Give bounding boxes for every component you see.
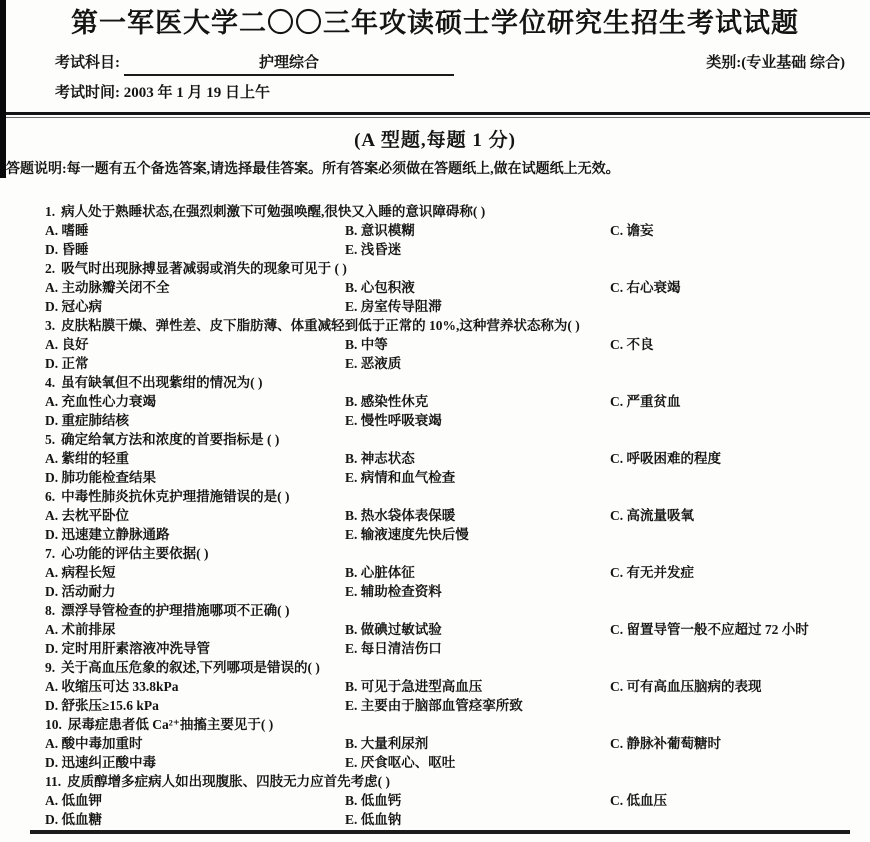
subject-value: 护理综合: [124, 52, 454, 76]
time-label: 考试时间:: [55, 85, 120, 101]
question-6: [45, 487, 858, 544]
option-b: B. 热水袋体表保暖: [345, 508, 456, 523]
question-number: 11.: [45, 774, 62, 789]
option-d: D. 昏睡: [45, 242, 89, 257]
options-row: [45, 278, 858, 297]
option-blank: [610, 297, 858, 316]
option-c: C. 谵妄: [610, 223, 654, 238]
option-blank: [610, 525, 858, 544]
options-row: [45, 563, 858, 582]
question-5: [45, 430, 858, 487]
question-9: [45, 658, 858, 715]
options-row: [45, 525, 858, 544]
question-number: 2.: [45, 261, 56, 276]
question-text: 尿毒症患者低 Ca²⁺抽搐主要见于( ): [67, 717, 274, 732]
footer-divider: [30, 830, 850, 834]
option-d: D. 舒张压≥15.6 kPa: [45, 698, 159, 713]
option-e: E. 低血钠: [345, 812, 402, 827]
option-blank: [610, 582, 858, 601]
question-stem: [45, 316, 858, 335]
options-row: [45, 810, 858, 829]
question-text: 皮质醇增多症病人如出现腹胀、四肢无力应首先考虑( ): [67, 774, 391, 789]
option-a: A. 低血钾: [45, 793, 102, 808]
options-row: [45, 335, 858, 354]
option-c: C. 留置导管一般不应超过 72 小时: [610, 622, 809, 637]
option-a: A. 收缩压可达 33.8kPa: [45, 679, 179, 694]
options-row: [45, 696, 858, 715]
question-text: 中毒性肺炎抗休克护理措施错误的是( ): [61, 489, 290, 504]
option-a: A. 充血性心力衰竭: [45, 394, 156, 409]
option-b: B. 大量利尿剂: [345, 736, 429, 751]
question-stem: [45, 772, 858, 791]
question-number: 6.: [45, 489, 56, 504]
options-row: [45, 506, 858, 525]
option-blank: [610, 354, 858, 373]
option-b: B. 心脏体征: [345, 565, 415, 580]
option-b: B. 可见于急进型高血压: [345, 679, 483, 694]
category: [706, 52, 845, 74]
option-b: B. 做碘过敏试验: [345, 622, 442, 637]
option-d: D. 冠心病: [45, 299, 102, 314]
options-row: [45, 354, 858, 373]
option-e: E. 房室传导阻滞: [345, 299, 442, 314]
question-8: [45, 601, 858, 658]
options-row: [45, 582, 858, 601]
time-value: 2003 年 1 月 19 日上午: [123, 85, 271, 101]
question-stem: [45, 601, 858, 620]
option-blank: [610, 639, 858, 658]
option-blank: [610, 810, 858, 829]
subject-label: 考试科目:: [55, 55, 120, 71]
option-a: A. 酸中毒加重时: [45, 736, 143, 751]
option-d: D. 正常: [45, 356, 89, 371]
option-a: A. 嗜睡: [45, 223, 89, 238]
options-row: [45, 392, 858, 411]
option-blank: [610, 411, 858, 430]
question-1: [45, 202, 858, 259]
option-e: E. 厌食呕心、呕吐: [345, 755, 456, 770]
time-row: [55, 82, 870, 104]
options-row: [45, 677, 858, 696]
question-number: 8.: [45, 603, 56, 618]
section-heading: (A 型题,每题 1 分): [354, 130, 516, 151]
options-row: [45, 734, 858, 753]
question-text: 心功能的评估主要依据( ): [61, 546, 209, 561]
options-row: [45, 449, 858, 468]
category-value: (专业基础 综合): [741, 55, 845, 71]
question-text: 漂浮导管检查的护理措施哪项不正确( ): [61, 603, 290, 618]
question-7: [45, 544, 858, 601]
option-e: E. 病情和血气检查: [345, 470, 456, 485]
option-a: A. 良好: [45, 337, 89, 352]
question-stem: [45, 658, 858, 677]
question-number: 4.: [45, 375, 56, 390]
option-c: C. 不良: [610, 337, 654, 352]
option-a: A. 术前排尿: [45, 622, 116, 637]
question-number: 9.: [45, 660, 56, 675]
options-row: [45, 791, 858, 810]
question-number: 5.: [45, 432, 56, 447]
category-label: 类别:: [706, 55, 742, 71]
question-stem: [45, 715, 858, 734]
question-2: [45, 259, 858, 316]
option-a: A. 紫绀的轻重: [45, 451, 129, 466]
question-stem: [45, 544, 858, 563]
question-number: 3.: [45, 318, 56, 333]
option-e: E. 辅助检查资料: [345, 584, 442, 599]
question-text: 病人处于熟睡状态,在强烈刺激下可勉强唤醒,很快又入睡的意识障碍称( ): [61, 204, 486, 219]
option-blank: [610, 696, 858, 715]
question-text: 皮肤粘膜干燥、弹性差、皮下脂肪薄、体重减轻到低于正常的 10%,这种营养状态称为( ): [61, 318, 580, 333]
question-4: [45, 373, 858, 430]
question-3: [45, 316, 858, 373]
option-b: B. 神志状态: [345, 451, 415, 466]
option-blank: [610, 240, 858, 259]
options-row: [45, 297, 858, 316]
option-c: C. 呼吸困难的程度: [610, 451, 721, 466]
options-row: [45, 221, 858, 240]
question-stem: [45, 259, 858, 278]
option-e: E. 恶液质: [345, 356, 402, 371]
option-c: C. 严重贫血: [610, 394, 681, 409]
option-b: B. 中等: [345, 337, 388, 352]
options-row: [45, 620, 858, 639]
question-stem: [45, 487, 858, 506]
question-text: 吸气时出现脉搏显著减弱或消失的现象可见于 ( ): [61, 261, 347, 276]
question-text: 确定给氧方法和浓度的首要指标是 ( ): [61, 432, 280, 447]
option-c: C. 静脉补葡萄糖时: [610, 736, 721, 751]
question-text: 关于高血压危象的叙述,下列哪项是错误的( ): [61, 660, 320, 675]
option-e: E. 慢性呼吸衰竭: [345, 413, 442, 428]
option-d: D. 定时用肝素溶液冲洗导管: [45, 641, 210, 656]
option-a: A. 病程长短: [45, 565, 116, 580]
options-row: [45, 411, 858, 430]
question-list: [0, 202, 870, 829]
option-c: C. 有无并发症: [610, 565, 694, 580]
options-row: [45, 240, 858, 259]
option-a: A. 主动脉瓣关闭不全: [45, 280, 170, 295]
option-d: D. 低血糖: [45, 812, 102, 827]
option-d: D. 重症肺结核: [45, 413, 129, 428]
option-e: E. 输液速度先快后慢: [345, 527, 469, 542]
question-number: 10.: [45, 717, 62, 732]
question-stem: [45, 202, 858, 221]
option-a: A. 去枕平卧位: [45, 508, 129, 523]
header-divider: [0, 112, 870, 118]
options-row: [45, 468, 858, 487]
question-11: [45, 772, 858, 829]
question-number: 7.: [45, 546, 56, 561]
option-d: D. 活动耐力: [45, 584, 116, 599]
option-e: E. 主要由于脑部血管痉挛所致: [345, 698, 523, 713]
option-c: C. 可有高血压脑病的表现: [610, 679, 762, 694]
question-stem: [45, 430, 858, 449]
option-blank: [610, 753, 858, 772]
option-d: D. 迅速纠正酸中毒: [45, 755, 156, 770]
question-number: 1.: [45, 204, 56, 219]
options-row: [45, 639, 858, 658]
option-c: C. 低血压: [610, 793, 667, 808]
option-d: D. 迅速建立静脉通路: [45, 527, 170, 542]
question-text: 虽有缺氧但不出现紫绀的情况为( ): [61, 375, 263, 390]
option-b: B. 意识模糊: [345, 223, 415, 238]
option-c: C. 高流量吸氧: [610, 508, 694, 523]
scan-edge-artifact: [0, 0, 6, 178]
option-c: C. 右心衰竭: [610, 280, 681, 295]
option-e: E. 浅昏迷: [345, 242, 402, 257]
option-b: B. 低血钙: [345, 793, 402, 808]
option-b: B. 感染性休克: [345, 394, 429, 409]
option-e: E. 每日清洁伤口: [345, 641, 442, 656]
answer-instructions: 答题说明:每一题有五个备选答案,请选择最佳答案。所有答案必须做在答题纸上,做在试题纸上无效。: [6, 162, 620, 177]
page-title: 第一军医大学二〇〇三年攻读硕士学位研究生招生考试试题: [71, 8, 799, 38]
subject-row: [55, 52, 870, 74]
option-blank: [610, 468, 858, 487]
option-d: D. 肺功能检查结果: [45, 470, 156, 485]
question-10: [45, 715, 858, 772]
option-b: B. 心包积液: [345, 280, 415, 295]
options-row: [45, 753, 858, 772]
question-stem: [45, 373, 858, 392]
